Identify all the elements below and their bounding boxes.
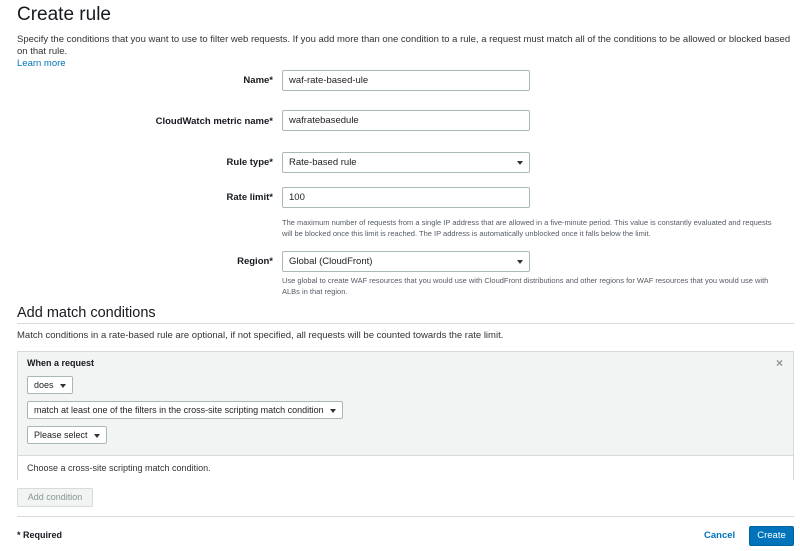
condition-panel <box>17 351 794 480</box>
chevron-down-icon <box>94 434 100 438</box>
chevron-down-icon <box>517 161 523 165</box>
rate-limit-input[interactable]: 100 <box>282 187 530 208</box>
rule-type-label: Rule type* <box>226 157 273 168</box>
name-input[interactable]: waf-rate-based-ule <box>282 70 530 91</box>
close-icon[interactable]: × <box>775 356 783 370</box>
add-condition-button[interactable]: Add condition <box>17 488 93 507</box>
required-text: Required <box>20 530 63 540</box>
condition-heading: When a request <box>27 358 95 368</box>
region-select[interactable] <box>282 251 530 272</box>
does-value: does <box>34 380 54 390</box>
rule-type-select[interactable] <box>282 152 530 173</box>
does-dropdown[interactable] <box>27 376 73 394</box>
conditions-description: Match conditions in a rate-based rule are optional, if not specified, all requests will be counted towards the rate limit. <box>17 330 504 341</box>
chevron-down-icon <box>517 260 523 264</box>
rate-limit-label: Rate limit* <box>226 192 273 203</box>
learn-more-link[interactable]: Learn more <box>17 58 66 69</box>
required-note <box>17 530 62 540</box>
cancel-button[interactable]: Cancel <box>704 530 736 541</box>
region-label: Region* <box>237 256 273 267</box>
metric-name-input[interactable]: wafratebasedule <box>282 110 530 131</box>
rule-type-value: Rate-based rule <box>289 157 357 168</box>
section-divider <box>17 323 794 324</box>
region-help: Use global to create WAF resources that you would use with CloudFront distributions and other regions for WAF resources that you would use with ALBs in that region. <box>282 276 769 296</box>
chevron-down-icon <box>330 409 336 413</box>
footer-divider <box>17 516 794 517</box>
rate-limit-help: The maximum number of requests from a single IP address that are allowed in a five-minute period. This value is constantly evaluated and requests will be blocked once this limit is reached. The IP address is automatically unblocked once it falls below the limit. <box>282 218 772 238</box>
condition-select-dropdown[interactable] <box>27 426 107 444</box>
page-title: Create rule <box>17 4 111 25</box>
create-button[interactable]: Create <box>749 526 794 546</box>
condition-select-value: Please select <box>34 430 88 440</box>
page-description <box>17 34 792 70</box>
match-type-value: match at least one of the filters in the cross-site scripting match condition <box>34 405 324 415</box>
name-label: Name* <box>243 75 273 86</box>
description-text: Specify the conditions that you want to use to filter web requests. If you add more than one condition to a rule, a request must match all of the conditions to be allowed or blocked based on that rule. <box>17 34 791 57</box>
conditions-title: Add match conditions <box>17 305 156 321</box>
metric-name-label: CloudWatch metric name* <box>155 116 273 127</box>
match-type-dropdown[interactable] <box>27 401 343 419</box>
condition-footer: Choose a cross-site scripting match condition. <box>18 455 793 480</box>
region-value: Global (CloudFront) <box>289 256 373 267</box>
required-mark: * <box>17 530 21 540</box>
chevron-down-icon <box>60 384 66 388</box>
